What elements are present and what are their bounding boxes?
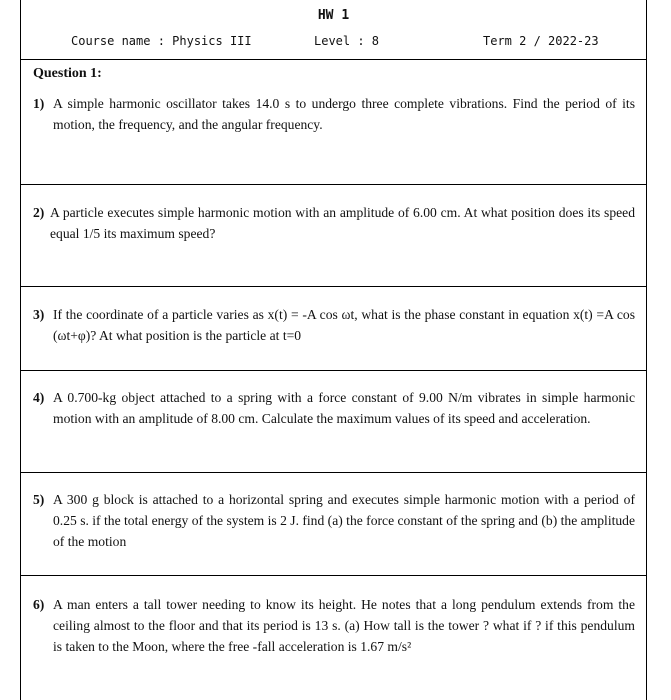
divider bbox=[20, 286, 647, 287]
level: Level : 8 bbox=[314, 34, 380, 48]
question-text: A simple harmonic oscillator takes 14.0 s to undergo three complete vibrations. Find the period of its motion, the frequency, and the angular frequency. bbox=[53, 96, 635, 132]
homework-title: HW 1 bbox=[317, 8, 350, 23]
header-box bbox=[20, 0, 647, 60]
question-number: 6) bbox=[33, 597, 45, 612]
question-heading: Question 1: bbox=[33, 66, 102, 81]
question-text: A 300 g block is attached to a horizontal spring and executes simple harmonic motion with a period of 0.25 s. if the total energy of the system is 2 J. find (a) the force constant of the spring and (b) the amplitude of the motion bbox=[53, 492, 635, 549]
question-4 bbox=[20, 387, 647, 429]
question-2 bbox=[20, 202, 647, 244]
question-number: 2) bbox=[33, 205, 45, 220]
question-number: 1) bbox=[33, 96, 45, 111]
divider bbox=[20, 472, 647, 473]
question-number: 4) bbox=[33, 390, 45, 405]
question-6 bbox=[20, 594, 647, 657]
question-text: If the coordinate of a particle varies as x(t) = -A cos ωt, what is the phase constant in equation x(t) =A cos (ωt+φ)? At what position is the particle at t=0 bbox=[53, 307, 635, 343]
divider bbox=[20, 370, 647, 371]
question-text: A 0.700-kg object attached to a spring with a force constant of 9.00 N/m vibrates in simple harmonic motion with an amplitude of 8.00 cm. Calculate the maximum values of its speed and acceleration. bbox=[53, 390, 635, 426]
divider bbox=[20, 575, 647, 576]
divider bbox=[20, 184, 647, 185]
question-number: 3) bbox=[33, 307, 45, 322]
term: Term 2 / 2022-23 bbox=[483, 34, 599, 48]
course-name: Course name : Physics III bbox=[71, 34, 252, 48]
question-3 bbox=[20, 304, 647, 346]
question-number: 5) bbox=[33, 492, 45, 507]
question-5 bbox=[20, 489, 647, 552]
question-1 bbox=[20, 93, 647, 135]
question-text: A man enters a tall tower needing to know its height. He notes that a long pendulum extends from the ceiling almost to the floor and that its period is 13 s. (a) How tall is the tower ? what if ? if this pendulum is taken to the Moon, where the free -fall acceleration is 1.67 m/s² bbox=[53, 597, 635, 654]
question-text: A particle executes simple harmonic motion with an amplitude of 6.00 cm. At what position does its speed equal 1/5 its maximum speed? bbox=[50, 205, 635, 241]
